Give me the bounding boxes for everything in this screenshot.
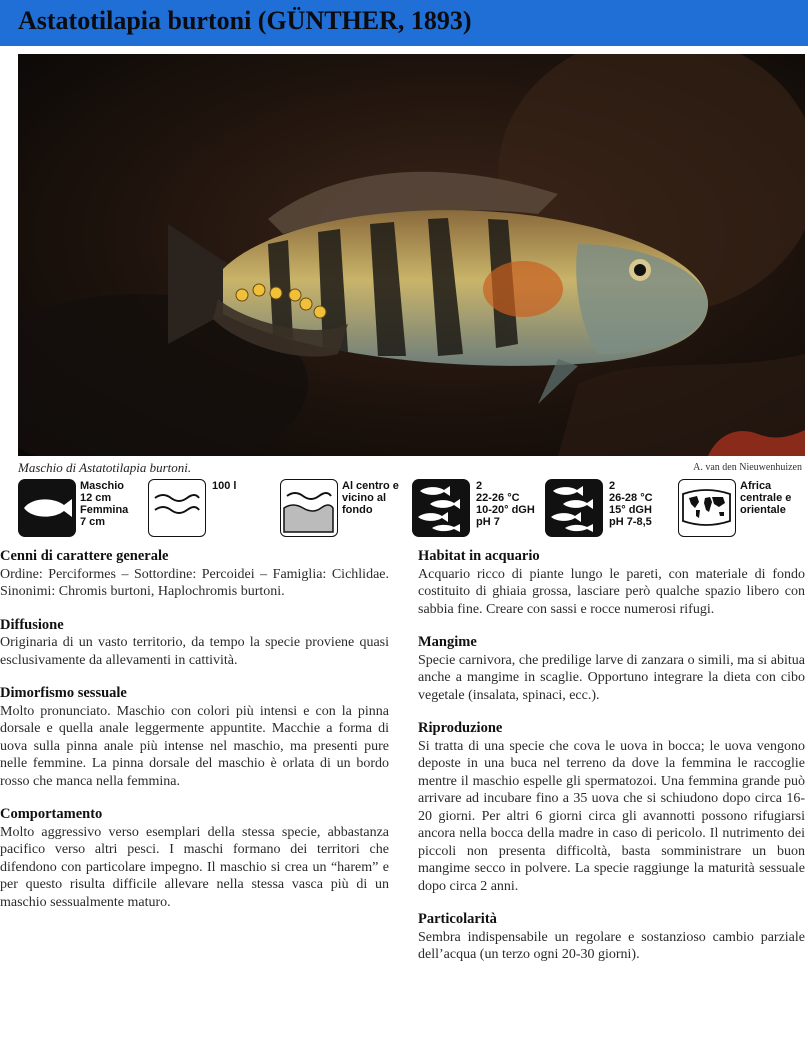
section-heading: Habitat in acquario: [418, 548, 540, 564]
tank-volume-icon: [148, 479, 206, 537]
page-title: Astatotilapia burtoni (GÜNTHER, 1893): [0, 0, 808, 46]
section-heading: Dimorfismo sessuale: [0, 685, 127, 701]
fish-size-icon: [18, 479, 76, 537]
photo-credit: A. van den Nieuwenhuizen: [693, 462, 802, 473]
region: Africa centrale e orientale: [740, 480, 792, 516]
section-text: Ordine: Perciformes – Sottordine: Percoidei – Famiglia: Cichlidae. Sinonimi: Chromis burtoni, Haplochromis burtoni.: [0, 566, 389, 599]
section-text: Acquario ricco di piante lungo le pareti, con materiale di fondo costituito di ghiaia grossa, lasciare però qualche spazio libero con sabbia fine. Creare con sassi e rocce numerosi rifugi.: [418, 566, 805, 617]
right-column: [418, 548, 805, 980]
size-info: Maschio 12 cm Femmina 7 cm: [80, 480, 129, 528]
left-column: [0, 548, 389, 927]
water-conditions-2: 2 26-28 °C 15° dGH pH 7-8,5: [609, 480, 653, 528]
section-heading: Mangime: [418, 634, 477, 650]
section-text: Sembra indispensabile un regolare e sostanzioso cambio parziale dell’acqua (un terzo ogni 20-30 giorni).: [418, 929, 805, 962]
section-text: Molto aggressivo verso esemplari della stessa specie, abbastanza pacifico verso altri pesci. I maschi formano dei territori che difendono con particolare impegno. Il maschio si crea un “harem” e per questo risulta difficile allevare nella stessa vasca più di un maschio sessualmente maturo.: [0, 824, 389, 910]
section-heading: Particolarità: [418, 911, 497, 927]
section-heading: Comportamento: [0, 806, 103, 822]
school-fish-icon: [545, 479, 603, 537]
swim-zone: Al centro e vicino al fondo: [342, 480, 399, 516]
photo-caption: Maschio di Astatotilapia burtoni.: [18, 460, 192, 475]
section-heading: Diffusione: [0, 616, 64, 633]
fish-photo: [18, 54, 805, 456]
section-text: Specie carnivora, che predilige larve di zanzara o simili, ma si abitua anche a mangime in scaglie. Opportuno integrare la dieta con cibo vegetale (insalata, spinaci, ecc.).: [418, 652, 805, 703]
world-map-icon: [678, 479, 736, 537]
tank-volume: 100 l: [212, 480, 237, 492]
section-text: Molto pronunciato. Maschio con colori più intensi e con la pinna dorsale e quella anale leggermente appuntite. Macchie a forma di uova sulla pinna anale più intense nel maschio, ma presenti pure nelle femmine. La pinna dorsale del maschio è orlata di un bordo rosso che manca nella femmina.: [0, 703, 389, 789]
water-conditions-1: 2 22-26 °C 10-20° dGH pH 7: [476, 480, 535, 528]
section-text: Si tratta di una specie che cova le uova in bocca; le uova vengono deposte in una buca nel terreno da dove la femmina le raccoglie mentre il maschio espelle gli spermatozoi. Una femmina grande può arrivare ad incubare fino a 35 uova che si schiudono dopo circa 16-20 giorni. Per altri 6 giorni circa gli avannotti possono rifugiarsi ancora nella bocca della madre in caso di pericolo. Il nutrimento dei piccoli non presenta difficoltà, basta somministrare un buon mangime secco in polvere. La specie raggiunge la maturità sessuale dopo circa 2 anni.: [418, 738, 805, 894]
section-heading: Riproduzione: [418, 720, 503, 736]
school-fish-icon: [412, 479, 470, 537]
section-heading: Cenni di carattere generale: [0, 548, 169, 564]
section-text: Originaria di un vasto territorio, da tempo la specie proviene quasi esclusivamente da allevamenti in cattività.: [0, 635, 389, 668]
swim-zone-icon: [280, 479, 338, 537]
fish-illustration: [18, 54, 805, 456]
